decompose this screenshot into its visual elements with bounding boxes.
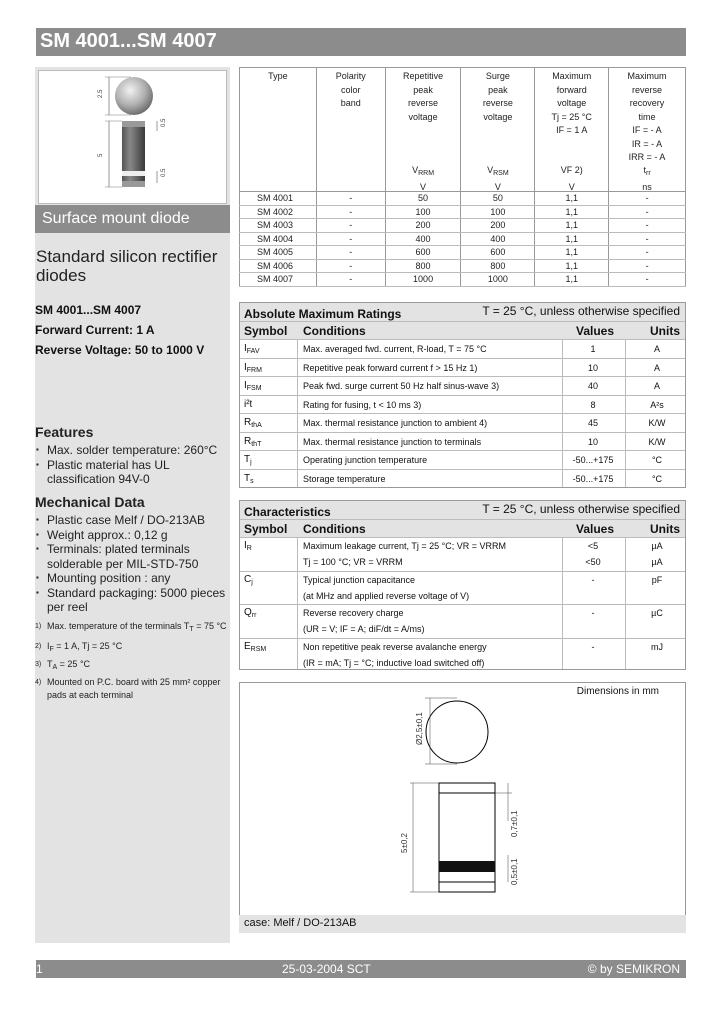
header-line: Maximum bbox=[627, 71, 667, 81]
condition: Rating for fusing, t < 10 ms 3) bbox=[303, 399, 422, 410]
condition: Max. thermal resistance junction to terminals bbox=[303, 436, 482, 447]
unit: °C bbox=[651, 455, 663, 465]
diode-photo-illustration bbox=[39, 71, 228, 205]
header-unit: $t_{rr}$ ns bbox=[642, 165, 652, 192]
header-line: peak bbox=[413, 84, 433, 95]
table-row bbox=[240, 605, 685, 639]
features-list bbox=[35, 443, 230, 487]
table-row bbox=[240, 377, 685, 396]
condition: (IR = mA; Tj = °C; inductive load switched off) bbox=[303, 657, 485, 668]
header-line: reverse bbox=[408, 98, 439, 108]
table-cell: SM 4005 bbox=[240, 246, 317, 260]
header-line: Type bbox=[268, 71, 288, 81]
abs-max-header bbox=[240, 303, 685, 322]
header-unit: VF 2) V bbox=[560, 165, 583, 192]
table-row bbox=[240, 259, 686, 273]
list-item: ▪ Plastic case Melf / DO-213AB bbox=[35, 513, 230, 528]
header-line: time bbox=[638, 111, 656, 122]
table-row bbox=[240, 232, 686, 246]
header-line: IF = 1 A bbox=[556, 125, 588, 135]
table-cell: - bbox=[316, 219, 385, 233]
table-row bbox=[240, 359, 685, 378]
divider bbox=[297, 340, 298, 487]
col-symbol: Symbol bbox=[244, 522, 288, 536]
unit: °C bbox=[651, 473, 663, 484]
unit: A bbox=[653, 381, 660, 391]
characteristics-title: Characteristics bbox=[244, 505, 331, 519]
header-line: IRR = - A bbox=[628, 152, 666, 162]
case-label: case: Melf / DO-213AB bbox=[244, 917, 357, 929]
header-line: voltage bbox=[483, 111, 513, 122]
type-table-header-cell bbox=[316, 68, 385, 192]
table-cell: 1,1 bbox=[535, 246, 609, 260]
table-row bbox=[240, 451, 685, 470]
col-values: Values bbox=[576, 522, 615, 536]
characteristics-condition: T = 25 °C, unless otherwise specified bbox=[482, 502, 680, 516]
header-line: Maximum bbox=[552, 71, 592, 81]
case-label-bar bbox=[239, 915, 686, 933]
value: - bbox=[591, 641, 595, 652]
description-line-2: diodes bbox=[36, 266, 87, 285]
table-row bbox=[240, 572, 685, 606]
unit: µA bbox=[651, 541, 663, 551]
description-line-1: Standard silicon rectifier bbox=[36, 247, 218, 266]
table-cell: SM 4004 bbox=[240, 232, 317, 246]
symbol: $T_j$ bbox=[244, 454, 252, 466]
product-description bbox=[35, 247, 230, 285]
divider bbox=[562, 538, 563, 669]
value: 40 bbox=[587, 381, 598, 391]
table-cell: 400 bbox=[461, 232, 535, 246]
value: 45 bbox=[587, 418, 598, 428]
value: <50 bbox=[585, 557, 601, 567]
table-cell: - bbox=[609, 192, 686, 206]
table-cell: SM 4002 bbox=[240, 205, 317, 219]
type-table-header-cell bbox=[609, 68, 686, 192]
divider bbox=[625, 538, 626, 669]
table-cell: 200 bbox=[461, 219, 535, 233]
symbol: i²t bbox=[244, 398, 253, 410]
header-line: recovery bbox=[629, 98, 665, 108]
col-values: Values bbox=[576, 324, 615, 338]
photo-dim-2: 5 bbox=[98, 153, 104, 157]
table-cell: - bbox=[316, 205, 385, 219]
header-line: reverse bbox=[632, 84, 663, 95]
table-cell: SM 4003 bbox=[240, 219, 317, 233]
unit: A²s bbox=[650, 399, 664, 410]
table-cell: 600 bbox=[385, 246, 461, 260]
footnote-1: 1) Max. temperature of the terminals $T_T = 75$ °C bbox=[35, 621, 227, 633]
table-cell: 800 bbox=[461, 259, 535, 273]
table-cell: - bbox=[609, 205, 686, 219]
header-line: Surge bbox=[485, 71, 510, 81]
condition: (UR = V; IF = A; diF/dt = A/ms) bbox=[303, 624, 425, 634]
header-line: Polarity bbox=[335, 71, 366, 81]
symbol: $C_j$ bbox=[244, 573, 253, 586]
footer bbox=[36, 960, 686, 978]
table-cell: - bbox=[316, 232, 385, 246]
table-row bbox=[240, 470, 685, 489]
package-outline bbox=[242, 685, 683, 931]
table-cell: 100 bbox=[461, 205, 535, 219]
value: 8 bbox=[590, 399, 596, 410]
table-cell: 100 bbox=[385, 205, 461, 219]
symbol: $I_{FRM}$ bbox=[244, 361, 262, 374]
table-cell: 1,1 bbox=[535, 192, 609, 206]
mechanical-list bbox=[35, 513, 230, 615]
condition: Typical junction capacitance bbox=[303, 574, 416, 585]
footnote-3: 3) $T_A = 25$ °C bbox=[35, 659, 91, 671]
dimension-drawing bbox=[239, 682, 686, 932]
table-row bbox=[240, 219, 686, 233]
value: 10 bbox=[587, 436, 598, 447]
left-panel bbox=[35, 67, 230, 943]
unit: µC bbox=[651, 608, 663, 618]
symbol: $E_{RSM}$ bbox=[244, 640, 267, 653]
table-cell: SM 4007 bbox=[240, 273, 317, 287]
condition: Repetitive peak forward current f > 15 Hz 1) bbox=[303, 362, 478, 373]
dim-band: 0,5±0,1 bbox=[510, 858, 519, 885]
unit: K/W bbox=[648, 418, 666, 428]
condition: Max. averaged fwd. current, R-load, T = 75 °C bbox=[303, 344, 487, 354]
table-row bbox=[240, 639, 685, 673]
divider bbox=[562, 340, 563, 487]
footer-date: 25-03-2004 SCT bbox=[282, 962, 371, 976]
unit: pF bbox=[651, 574, 663, 585]
list-item: ▪ Max. solder temperature: 260°C bbox=[35, 443, 230, 458]
unit: K/W bbox=[648, 436, 666, 447]
condition: Operating junction temperature bbox=[303, 455, 428, 465]
characteristics bbox=[239, 500, 686, 670]
symbol: $I_{FSM}$ bbox=[244, 380, 262, 392]
symbol: $Q_{rr}$ bbox=[244, 607, 257, 619]
table-row bbox=[240, 273, 686, 287]
table-cell: - bbox=[609, 232, 686, 246]
col-units: Units bbox=[650, 522, 680, 536]
photo-caption: Surface mount diode bbox=[42, 210, 190, 227]
header-line: voltage bbox=[557, 98, 587, 108]
type-table bbox=[239, 67, 686, 287]
table-cell: - bbox=[609, 259, 686, 273]
photo-dim-1: 2.5 bbox=[98, 89, 104, 98]
table-cell: SM 4001 bbox=[240, 192, 317, 206]
list-item: ▪ Mounting position : any bbox=[35, 571, 230, 586]
condition: Maximum leakage current, Tj = 25 °C; VR = VRRM bbox=[303, 541, 507, 551]
table-cell: - bbox=[316, 273, 385, 287]
list-item: ▪ Weight approx.: 0,12 g bbox=[35, 528, 230, 543]
unit: A bbox=[653, 362, 660, 373]
value: 10 bbox=[587, 362, 598, 373]
value: <5 bbox=[587, 541, 599, 551]
photo-caption-bar bbox=[35, 205, 230, 233]
header-line: voltage bbox=[408, 111, 438, 122]
condition: Reverse recovery charge bbox=[303, 608, 404, 618]
table-cell: - bbox=[609, 219, 686, 233]
condition: (at MHz and applied reverse voltage of V) bbox=[303, 590, 470, 601]
list-item: ▪ Standard packaging: 5000 pieces per reel bbox=[35, 586, 230, 615]
features-heading: Features bbox=[35, 424, 94, 440]
footnotes bbox=[35, 620, 230, 702]
abs-max-title: Absolute Maximum Ratings bbox=[244, 307, 402, 321]
header-line: forward bbox=[556, 84, 587, 95]
table-cell: - bbox=[609, 246, 686, 260]
table-cell: - bbox=[316, 246, 385, 260]
table-cell: 1,1 bbox=[535, 273, 609, 287]
table-cell: 1000 bbox=[461, 273, 535, 287]
dim-diameter: Ø2,5±0,1 bbox=[415, 712, 424, 745]
divider bbox=[625, 340, 626, 487]
table-row bbox=[240, 205, 686, 219]
table-row bbox=[240, 246, 686, 260]
table-cell: 50 bbox=[385, 192, 461, 206]
copyright: © by SEMIKRON bbox=[587, 962, 680, 976]
abs-max-condition: T = 25 °C, unless otherwise specified bbox=[482, 304, 680, 318]
abs-max-columns bbox=[240, 322, 685, 340]
symbol: $T_s$ bbox=[244, 472, 254, 485]
header-line: Repetitive bbox=[403, 71, 444, 81]
type-table-header-cell bbox=[240, 68, 317, 192]
value: -50...+175 bbox=[572, 455, 614, 465]
condition: Max. thermal resistance junction to ambient 4) bbox=[303, 418, 488, 428]
condition: Non repetitive peak reverse avalanche energy bbox=[303, 641, 487, 652]
unit: mJ bbox=[651, 641, 663, 652]
condition: Storage temperature bbox=[303, 473, 386, 484]
table-row bbox=[240, 414, 685, 433]
unit: A bbox=[653, 344, 660, 354]
page-number: 1 bbox=[36, 962, 43, 976]
table-cell: SM 4006 bbox=[240, 259, 317, 273]
characteristics-columns bbox=[240, 520, 685, 538]
dim-cap: 0,7±0,1 bbox=[510, 810, 519, 837]
header-line: color bbox=[340, 84, 361, 95]
type-table-header-cell bbox=[385, 68, 461, 192]
table-cell: 50 bbox=[461, 192, 535, 206]
part-range: SM 4001...SM 4007 bbox=[35, 303, 142, 317]
unit: µA bbox=[651, 557, 663, 567]
table-cell: 1,1 bbox=[535, 232, 609, 246]
col-symbol: Symbol bbox=[244, 324, 288, 338]
value: - bbox=[591, 574, 595, 585]
value: 1 bbox=[590, 344, 596, 354]
symbol: $I_R$ bbox=[244, 540, 252, 552]
type-table-header-cell bbox=[461, 68, 535, 192]
header-line: band bbox=[340, 98, 361, 108]
photo-dim-4: 0.5 bbox=[161, 168, 167, 177]
table-row bbox=[240, 340, 685, 359]
title-bar bbox=[36, 28, 686, 56]
table-row bbox=[240, 433, 685, 452]
table-cell: 200 bbox=[385, 219, 461, 233]
absolute-max-ratings bbox=[239, 302, 686, 488]
table-cell: 1,1 bbox=[535, 205, 609, 219]
col-conditions: Conditions bbox=[303, 522, 366, 536]
footnote-2: 2) $I_F = 1$ A, Tj = 25 °C bbox=[35, 641, 123, 653]
value: -50...+175 bbox=[572, 473, 614, 484]
photo-dim-3: 0.5 bbox=[161, 118, 167, 127]
dimensions-caption: Dimensions in mm bbox=[576, 686, 659, 697]
table-cell: 800 bbox=[385, 259, 461, 273]
type-table-header-cell bbox=[535, 68, 609, 192]
header-line: IF = - A bbox=[632, 125, 662, 135]
table-cell: 400 bbox=[385, 232, 461, 246]
condition: Tj = 100 °C; VR = VRRM bbox=[303, 557, 403, 567]
list-item: ▪ Plastic material has UL classification 94V-0 bbox=[35, 458, 230, 487]
mechanical-heading: Mechanical Data bbox=[35, 494, 145, 510]
header-line: IR = - A bbox=[631, 138, 663, 149]
characteristics-header bbox=[240, 501, 685, 520]
value: - bbox=[591, 608, 595, 618]
table-cell: 1000 bbox=[385, 273, 461, 287]
list-item: ▪ Terminals: plated terminals solderable per MIL-STD-750 bbox=[35, 542, 230, 571]
table-row bbox=[240, 538, 685, 572]
col-conditions: Conditions bbox=[303, 324, 366, 338]
table-row bbox=[240, 396, 685, 415]
condition: Peak fwd. surge current 50 Hz half sinus-wave 3) bbox=[303, 381, 500, 391]
footnote-4: 4) Mounted on P.C. board with 25 mm² copper pads at each terminal bbox=[35, 677, 221, 700]
symbol: $R_{thA}$ bbox=[244, 417, 262, 429]
page-title: SM 4001...SM 4007 bbox=[40, 30, 217, 52]
symbol: $I_{FAV}$ bbox=[244, 343, 260, 355]
symbol: $R_{thT}$ bbox=[244, 435, 262, 448]
col-units: Units bbox=[650, 324, 680, 338]
table-cell: 1,1 bbox=[535, 259, 609, 273]
header-line: Tj = 25 °C bbox=[551, 111, 592, 122]
table-cell: 600 bbox=[461, 246, 535, 260]
table-cell: - bbox=[316, 259, 385, 273]
header-unit: $V_{RSM}$ V bbox=[487, 165, 509, 192]
divider bbox=[297, 538, 298, 669]
product-photo bbox=[38, 70, 227, 204]
forward-current: Forward Current: 1 A bbox=[35, 323, 155, 337]
header-line: reverse bbox=[482, 98, 513, 108]
dim-length: 5±0,2 bbox=[400, 833, 409, 853]
table-cell: - bbox=[609, 273, 686, 287]
table-cell: 1,1 bbox=[535, 219, 609, 233]
header-unit: $V_{RRM}$ V bbox=[412, 165, 435, 192]
reverse-voltage: Reverse Voltage: 50 to 1000 V bbox=[35, 343, 205, 357]
header-line: peak bbox=[488, 84, 508, 95]
table-cell: - bbox=[316, 192, 385, 206]
